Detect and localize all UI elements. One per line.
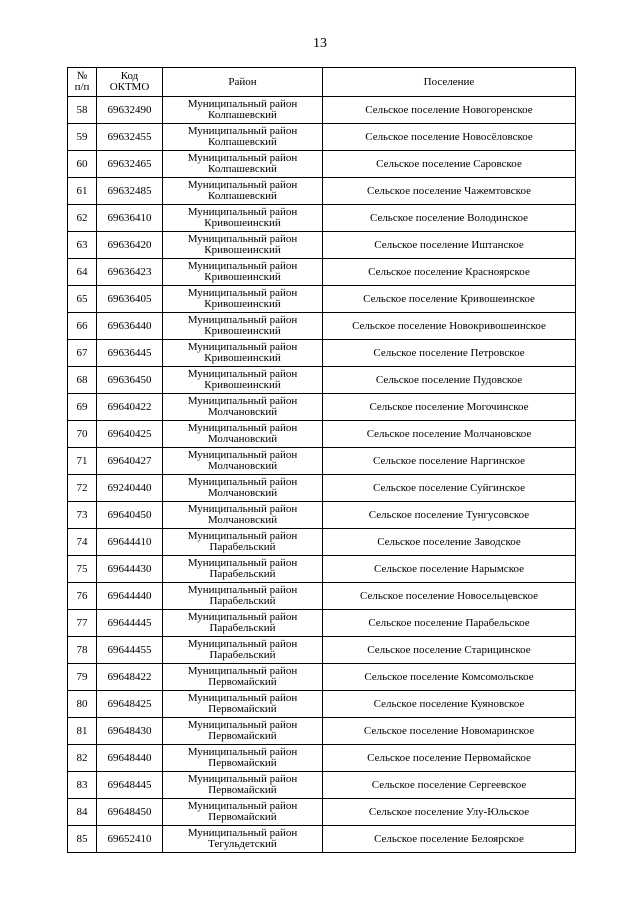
cell-district — [163, 259, 323, 286]
cell-district — [163, 124, 323, 151]
cell-num: 59 — [68, 124, 97, 151]
district-line: Первомайский — [208, 730, 277, 742]
cell-settlement: Сельское поселение Заводское — [323, 529, 576, 556]
district-line: Муниципальный район — [187, 260, 298, 272]
table-row — [68, 367, 576, 394]
cell-num: 69 — [68, 394, 97, 421]
header-code — [97, 68, 163, 97]
district-line: Муниципальный район — [187, 341, 298, 353]
district-line: Молчановский — [207, 460, 278, 472]
cell-num: 85 — [68, 826, 97, 853]
table-row — [68, 313, 576, 340]
cell-district — [163, 394, 323, 421]
cell-oktmo-code: 69644410 — [97, 529, 163, 556]
cell-oktmo-code: 69636423 — [97, 259, 163, 286]
district-line: Молчановский — [207, 406, 278, 418]
table-row — [68, 637, 576, 664]
table-header — [68, 68, 576, 97]
cell-num: 77 — [68, 610, 97, 637]
cell-oktmo-code: 69636445 — [97, 340, 163, 367]
cell-settlement: Сельское поселение Суйгинское — [323, 475, 576, 502]
cell-oktmo-code: 69644455 — [97, 637, 163, 664]
table-row — [68, 394, 576, 421]
table-row — [68, 151, 576, 178]
table-row — [68, 772, 576, 799]
cell-district — [163, 691, 323, 718]
cell-settlement: Сельское поселение Новомаринское — [323, 718, 576, 745]
cell-settlement: Сельское поселение Саровское — [323, 151, 576, 178]
cell-oktmo-code: 69640425 — [97, 421, 163, 448]
table-row — [68, 340, 576, 367]
table-row — [68, 583, 576, 610]
cell-district — [163, 367, 323, 394]
cell-district — [163, 232, 323, 259]
district-line: Муниципальный район — [187, 233, 298, 245]
cell-num: 83 — [68, 772, 97, 799]
district-line: Парабельский — [209, 568, 276, 580]
cell-settlement: Сельское поселение Красноярское — [323, 259, 576, 286]
cell-district — [163, 151, 323, 178]
cell-oktmo-code: 69640450 — [97, 502, 163, 529]
cell-oktmo-code: 69636405 — [97, 286, 163, 313]
district-line: Муниципальный район — [187, 719, 298, 731]
district-line: Кривошеинский — [204, 325, 281, 337]
cell-num: 72 — [68, 475, 97, 502]
cell-settlement: Сельское поселение Новосельцевское — [323, 583, 576, 610]
table-row — [68, 556, 576, 583]
cell-oktmo-code: 69640422 — [97, 394, 163, 421]
district-line: Муниципальный район — [187, 584, 298, 596]
district-line: Тегульдетский — [208, 838, 277, 850]
cell-oktmo-code: 69632455 — [97, 124, 163, 151]
cell-settlement: Сельское поселение Старицинское — [323, 637, 576, 664]
table-row — [68, 178, 576, 205]
district-line: Муниципальный район — [187, 530, 298, 542]
cell-district — [163, 799, 323, 826]
table-row — [68, 745, 576, 772]
district-line: Муниципальный район — [187, 638, 298, 650]
cell-num: 73 — [68, 502, 97, 529]
cell-district — [163, 556, 323, 583]
district-line: Колпашевский — [208, 109, 277, 121]
district-line: Кривошеинский — [204, 271, 281, 283]
district-line: Муниципальный район — [187, 395, 298, 407]
district-line: Муниципальный район — [187, 800, 298, 812]
district-line: Первомайский — [208, 676, 277, 688]
district-line: Муниципальный район — [187, 287, 298, 299]
district-line: Кривошеинский — [204, 379, 281, 391]
header-num-line: № — [76, 70, 88, 82]
cell-oktmo-code: 69636440 — [97, 313, 163, 340]
table-row — [68, 286, 576, 313]
table-row — [68, 691, 576, 718]
cell-oktmo-code: 69648445 — [97, 772, 163, 799]
header-num — [68, 68, 97, 97]
district-line: Первомайский — [208, 757, 277, 769]
district-line: Колпашевский — [208, 190, 277, 202]
cell-district — [163, 664, 323, 691]
cell-num: 60 — [68, 151, 97, 178]
district-line: Колпашевский — [208, 163, 277, 175]
settlements-table — [67, 67, 576, 853]
cell-settlement: Сельское поселение Куяновское — [323, 691, 576, 718]
cell-oktmo-code: 69636410 — [97, 205, 163, 232]
table-row — [68, 205, 576, 232]
cell-district — [163, 313, 323, 340]
district-line: Муниципальный район — [187, 611, 298, 623]
table-row — [68, 448, 576, 475]
district-line: Молчановский — [207, 514, 278, 526]
district-line: Парабельский — [209, 649, 276, 661]
table-row — [68, 664, 576, 691]
cell-oktmo-code: 69636450 — [97, 367, 163, 394]
cell-num: 64 — [68, 259, 97, 286]
header-district: Район — [163, 68, 323, 97]
cell-district — [163, 205, 323, 232]
cell-district — [163, 745, 323, 772]
table-body — [68, 97, 576, 853]
page-number: 13 — [313, 36, 327, 51]
cell-settlement: Сельское поселение Пудовское — [323, 367, 576, 394]
district-line: Муниципальный район — [187, 476, 298, 488]
table-row — [68, 799, 576, 826]
district-line: Парабельский — [209, 595, 276, 607]
cell-settlement: Сельское поселение Петровское — [323, 340, 576, 367]
district-line: Молчановский — [207, 433, 278, 445]
table-row — [68, 97, 576, 124]
cell-settlement: Сельское поселение Первомайское — [323, 745, 576, 772]
cell-num: 84 — [68, 799, 97, 826]
cell-district — [163, 583, 323, 610]
cell-settlement: Сельское поселение Новогоренское — [323, 97, 576, 124]
district-line: Кривошеинский — [204, 352, 281, 364]
cell-district — [163, 502, 323, 529]
cell-oktmo-code: 69240440 — [97, 475, 163, 502]
cell-district — [163, 178, 323, 205]
district-line: Муниципальный район — [187, 557, 298, 569]
cell-district — [163, 421, 323, 448]
cell-settlement: Сельское поселение Иштанское — [323, 232, 576, 259]
cell-district — [163, 475, 323, 502]
table-row — [68, 421, 576, 448]
cell-settlement: Сельское поселение Тунгусовское — [323, 502, 576, 529]
cell-num: 65 — [68, 286, 97, 313]
district-line: Муниципальный район — [187, 368, 298, 380]
cell-oktmo-code: 69632490 — [97, 97, 163, 124]
cell-num: 78 — [68, 637, 97, 664]
district-line: Муниципальный район — [187, 179, 298, 191]
district-line: Первомайский — [208, 811, 277, 823]
cell-settlement: Сельское поселение Чажемтовское — [323, 178, 576, 205]
cell-num: 66 — [68, 313, 97, 340]
district-line: Муниципальный район — [187, 773, 298, 785]
cell-district — [163, 826, 323, 853]
district-line: Кривошеинский — [204, 244, 281, 256]
cell-district — [163, 529, 323, 556]
cell-district — [163, 286, 323, 313]
district-line: Первомайский — [208, 784, 277, 796]
cell-num: 80 — [68, 691, 97, 718]
cell-settlement: Сельское поселение Комсомольское — [323, 664, 576, 691]
header-code-line: ОКТМО — [109, 81, 150, 93]
cell-num: 79 — [68, 664, 97, 691]
cell-oktmo-code: 69640427 — [97, 448, 163, 475]
table-row — [68, 718, 576, 745]
district-line: Муниципальный район — [187, 125, 298, 137]
cell-num: 70 — [68, 421, 97, 448]
table-row — [68, 529, 576, 556]
cell-num: 76 — [68, 583, 97, 610]
cell-settlement: Сельское поселение Могочинское — [323, 394, 576, 421]
cell-oktmo-code: 69636420 — [97, 232, 163, 259]
district-line: Муниципальный район — [187, 152, 298, 164]
cell-oktmo-code: 69648450 — [97, 799, 163, 826]
cell-settlement: Сельское поселение Наргинское — [323, 448, 576, 475]
district-line: Муниципальный район — [187, 503, 298, 515]
header-num-line: п/п — [74, 81, 90, 93]
cell-settlement: Сельское поселение Новосёловское — [323, 124, 576, 151]
cell-settlement: Сельское поселение Нарымское — [323, 556, 576, 583]
district-line: Муниципальный район — [187, 422, 298, 434]
table-row — [68, 502, 576, 529]
district-line: Кривошеинский — [204, 298, 281, 310]
cell-district — [163, 97, 323, 124]
district-line: Колпашевский — [208, 136, 277, 148]
cell-settlement: Сельское поселение Улу-Юльское — [323, 799, 576, 826]
cell-settlement: Сельское поселение Парабельское — [323, 610, 576, 637]
district-line: Муниципальный район — [187, 692, 298, 704]
cell-oktmo-code: 69648425 — [97, 691, 163, 718]
cell-oktmo-code: 69648422 — [97, 664, 163, 691]
district-line: Молчановский — [207, 487, 278, 499]
cell-num: 75 — [68, 556, 97, 583]
cell-settlement: Сельское поселение Кривошеинское — [323, 286, 576, 313]
table-row — [68, 124, 576, 151]
cell-oktmo-code: 69652410 — [97, 826, 163, 853]
cell-district — [163, 772, 323, 799]
cell-district — [163, 637, 323, 664]
cell-oktmo-code: 69644445 — [97, 610, 163, 637]
district-line: Муниципальный район — [187, 314, 298, 326]
district-line: Муниципальный район — [187, 665, 298, 677]
district-line: Муниципальный район — [187, 746, 298, 758]
district-line: Муниципальный район — [187, 206, 298, 218]
table-row — [68, 232, 576, 259]
district-line: Муниципальный район — [187, 449, 298, 461]
cell-num: 63 — [68, 232, 97, 259]
table-row — [68, 475, 576, 502]
cell-num: 61 — [68, 178, 97, 205]
cell-num: 81 — [68, 718, 97, 745]
cell-num: 68 — [68, 367, 97, 394]
district-line: Муниципальный район — [187, 98, 298, 110]
cell-district — [163, 448, 323, 475]
cell-settlement: Сельское поселение Сергеевское — [323, 772, 576, 799]
cell-num: 62 — [68, 205, 97, 232]
cell-oktmo-code: 69632485 — [97, 178, 163, 205]
table-row — [68, 610, 576, 637]
cell-district — [163, 340, 323, 367]
district-line: Парабельский — [209, 541, 276, 553]
header-row — [68, 68, 576, 97]
cell-settlement: Сельское поселение Молчановское — [323, 421, 576, 448]
header-settlement: Поселение — [323, 68, 576, 97]
cell-num: 58 — [68, 97, 97, 124]
cell-oktmo-code: 69644430 — [97, 556, 163, 583]
cell-district — [163, 718, 323, 745]
cell-num: 74 — [68, 529, 97, 556]
cell-oktmo-code: 69644440 — [97, 583, 163, 610]
cell-oktmo-code: 69648440 — [97, 745, 163, 772]
table-row — [68, 826, 576, 853]
table-row — [68, 259, 576, 286]
district-line: Муниципальный район — [187, 827, 298, 839]
cell-oktmo-code: 69632465 — [97, 151, 163, 178]
cell-num: 67 — [68, 340, 97, 367]
cell-district — [163, 610, 323, 637]
cell-num: 82 — [68, 745, 97, 772]
cell-num: 71 — [68, 448, 97, 475]
cell-settlement: Сельское поселение Володинское — [323, 205, 576, 232]
cell-oktmo-code: 69648430 — [97, 718, 163, 745]
district-line: Первомайский — [208, 703, 277, 715]
district-line: Парабельский — [209, 622, 276, 634]
district-line: Кривошеинский — [204, 217, 281, 229]
header-code-line: Код — [120, 70, 139, 82]
cell-settlement: Сельское поселение Белоярское — [323, 826, 576, 853]
cell-settlement: Сельское поселение Новокривошеинское — [323, 313, 576, 340]
